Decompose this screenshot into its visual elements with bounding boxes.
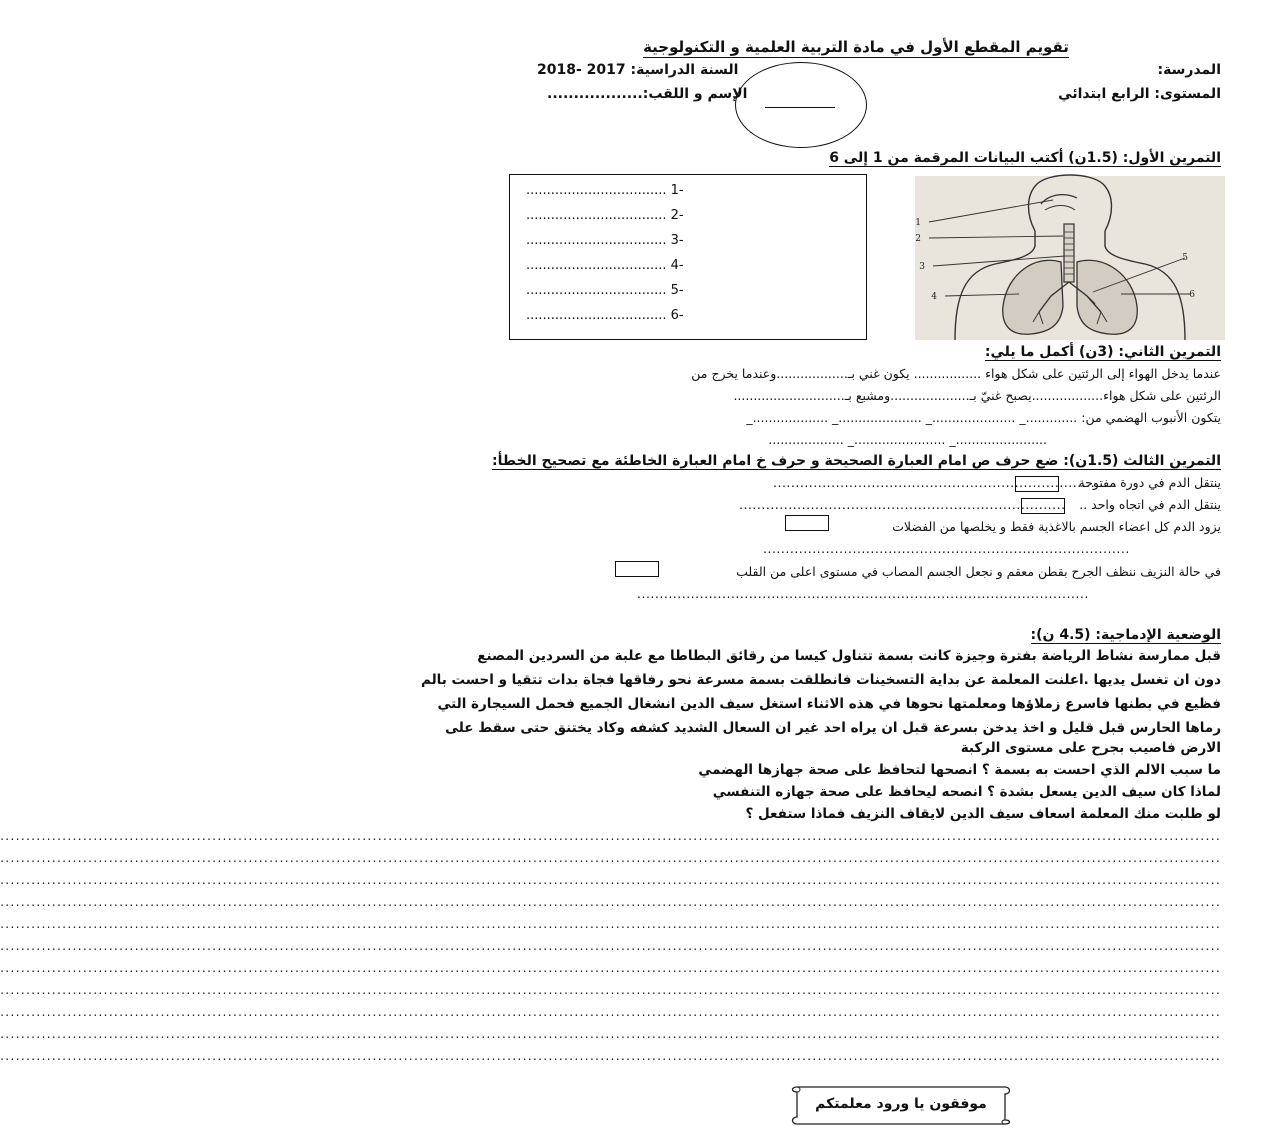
question-2: لماذا كان سيف الدين يسعل بشدة ؟ انصحه ليحافظ على صحة جهازه التنفسي <box>712 784 1221 800</box>
label-blank-1[interactable]: -1 .................................. <box>526 183 684 198</box>
exercise3-heading: التمرين الثالث (1.5ن): ضع حرف ص امام العبارة الصحيحة و حرف خ امام العبارة الخاطئة مع تصحيح الخطأ: <box>491 453 1221 469</box>
page-title: تقويم المقطع الأول في مادة التربية العلمية و التكنولوجية <box>643 38 1069 56</box>
statement-4: في حالة النزيف ننظف الجرح بقطن معقم و نجعل الجسم المصاب في مستوى اعلى من القلب <box>736 564 1221 579</box>
diagram-label-4: 4 <box>931 292 937 302</box>
integration-heading: الوضعية الإدماجية: (4.5 ن): <box>1030 627 1221 643</box>
exercise2-line-1[interactable]: عندما يدخل الهواء إلى الرئتين على شكل هواء ................. يكون غني بـ..................وعندما يخرج من <box>691 366 1221 381</box>
integration-text-4: رماها الحارس قبل قليل و اخذ يدخن بسرعة قبل ان يراه احد غير ان السعال الشديد كشفه وكاد يختنق حتى سقط على <box>445 720 1221 736</box>
name-field[interactable]: الإسم و اللقب:.................. <box>547 86 748 102</box>
labels-answer-box <box>509 174 867 340</box>
school-year-label: السنة الدراسية: 2017 -2018 <box>537 62 739 78</box>
grade-oval <box>735 62 867 148</box>
answer-line[interactable]: ............................................................................................................................................................................................................................................ <box>0 850 1221 865</box>
answer-box-3[interactable] <box>785 515 829 531</box>
exercise2-line-2[interactable]: الرئتين على شكل هواء..................يصبح غنيّ بـ....................ومشبع بـ............................ <box>733 388 1221 403</box>
diagram-label-5: 5 <box>1182 253 1188 263</box>
integration-text-5: الارض فاصيب بجرح على مستوى الركبة <box>960 740 1221 756</box>
answer-box-4[interactable] <box>615 561 659 577</box>
respiratory-system-diagram <box>915 176 1225 340</box>
level-label: المستوى: الرابع ابتدائي <box>1058 86 1221 102</box>
answer-line[interactable]: ............................................................................................................................................................................................................................................ <box>0 1048 1221 1063</box>
exercise1-heading: التمرين الأول: (1.5ن) أكتب البيانات المرقمة من 1 إلى 6 <box>829 150 1221 166</box>
closing-text: موفقون يا ورود معلمتكم <box>815 1096 987 1112</box>
label-blank-3[interactable]: -3 .................................. <box>526 233 684 248</box>
integration-text-1: قبل ممارسة نشاط الرياضة بفترة وجيزة كانت بسمة تتناول كيسا من رقائق البطاطا مع علبة من السردين المصنع <box>477 648 1221 664</box>
integration-text-3: فظيع في بطنها فاسرع زملاؤها ومعلمتها نحوها في هذه الاثناء استغل سيف الدين انشغال الجميع فحمل السيجارة التي <box>437 696 1221 712</box>
exercise2-heading: التمرين الثاني: (3ن) أكمل ما يلي: <box>984 344 1221 360</box>
diagram-label-2: 2 <box>915 234 921 244</box>
answer-line[interactable]: ............................................................................................................................................................................................................................................ <box>0 872 1221 887</box>
school-label: المدرسة: <box>1157 62 1221 78</box>
label-blank-2[interactable]: -2 .................................. <box>526 208 684 223</box>
closing-scroll <box>787 1084 1015 1126</box>
diagram-label-6: 6 <box>1189 290 1195 300</box>
answer-line[interactable]: ............................................................................................................................................................................................................................................ <box>0 1004 1221 1019</box>
diagram-label-1: 1 <box>915 218 921 228</box>
correction-line-1[interactable]: ............................................................................. <box>773 475 1118 490</box>
respiratory-diagram-svg <box>915 176 1225 340</box>
statement-1: ينتقل الدم في دورة مفتوحة <box>1078 475 1221 490</box>
answer-line[interactable]: ............................................................................................................................................................................................................................................ <box>0 982 1221 997</box>
answer-line[interactable]: ............................................................................................................................................................................................................................................ <box>0 960 1221 975</box>
integration-text-2: دون ان تغسل يديها .اعلنت المعلمة عن بداية التسخينات فانطلقت بسمة مسرعة نحو رفاقها فجاة بدات تتقيا و احست بالم <box>420 672 1221 688</box>
correction-line-4[interactable]: ..................................................................................................... <box>637 586 1089 601</box>
statement-2: ينتقل الدم في اتجاه واحد .. <box>1079 497 1221 512</box>
diagram-label-3: 3 <box>919 262 925 272</box>
exercise2-line-3[interactable]: يتكون الأنبوب الهضمي من: ............._ ....................._ ....................._ ..................._ <box>746 410 1221 425</box>
statement-3: يزود الدم كل اعضاء الجسم بالاغذية فقط و يخلصها من الفضلات <box>892 519 1221 534</box>
label-blank-6[interactable]: -6 .................................. <box>526 308 684 323</box>
answer-line[interactable]: ............................................................................................................................................................................................................................................ <box>0 938 1221 953</box>
question-1: ما سبب الالم الذي احست به بسمة ؟ انصحها لتحافظ على صحة جهازها الهضمي <box>698 762 1221 778</box>
label-blank-5[interactable]: -5 .................................. <box>526 283 684 298</box>
answer-line[interactable]: ............................................................................................................................................................................................................................................ <box>0 828 1221 843</box>
label-blank-4[interactable]: -4 .................................. <box>526 258 684 273</box>
answer-line[interactable]: ............................................................................................................................................................................................................................................ <box>0 916 1221 931</box>
correction-line-2[interactable]: ......................................................................... <box>739 497 1066 512</box>
grade-line <box>765 107 835 108</box>
correction-line-3[interactable]: .................................................................................. <box>763 541 1130 556</box>
answer-line[interactable]: ............................................................................................................................................................................................................................................ <box>0 1026 1221 1041</box>
question-3: لو طلبت منك المعلمة اسعاف سيف الدين لايقاف النزيف فماذا ستفعل ؟ <box>745 806 1221 822</box>
answer-line[interactable]: ............................................................................................................................................................................................................................................ <box>0 894 1221 909</box>
exercise2-line-4[interactable]: ......................._ ......................._ ................... <box>768 432 1047 447</box>
